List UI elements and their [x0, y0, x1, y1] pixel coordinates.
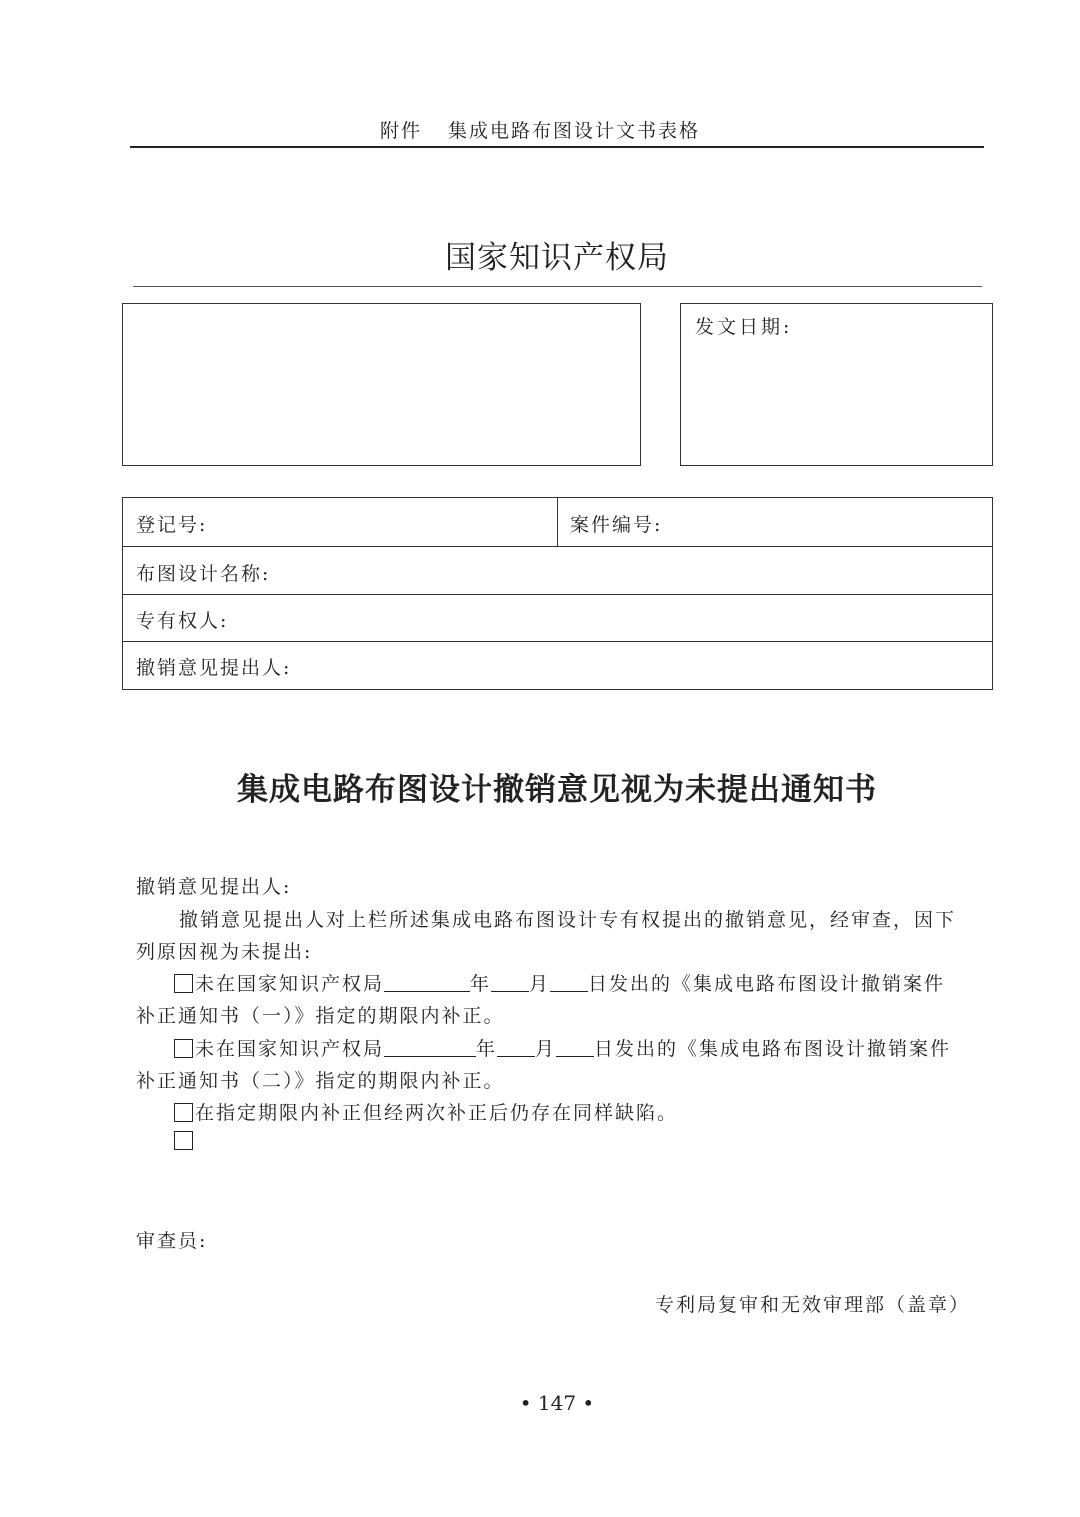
header-annex-label: 附件 [379, 120, 422, 142]
office-name: 国家知识产权局 [445, 240, 669, 276]
option-4 [174, 1130, 195, 1152]
year-blank[interactable] [384, 1038, 476, 1057]
row-divider [123, 594, 992, 595]
option-1-line-2: 补正通知书（一）》指定的期限内补正。 [136, 1005, 505, 1027]
running-header [0, 116, 1080, 143]
examiner-label: 审查员: [136, 1230, 208, 1252]
option-3-text: 在指定期限内补正但经两次补正后仍存在同样缺陷。 [195, 1102, 679, 1124]
row-divider [123, 546, 992, 547]
intro-line-2: 列原因视为未提出: [136, 941, 313, 963]
owner-label: 专有权人: [136, 610, 229, 632]
year-blank[interactable] [384, 973, 470, 992]
option-1-checkbox[interactable] [174, 974, 193, 993]
notice-title: 集成电路布图设计撤销意见视为未提出通知书 [237, 772, 877, 808]
addressee-label: 撤销意见提出人: [136, 876, 292, 898]
header-title: 集成电路布图设计文书表格 [448, 120, 701, 142]
day-blank[interactable] [550, 973, 588, 992]
issue-date-label: 发文日期: [695, 316, 793, 338]
info-table [122, 497, 993, 690]
row-divider [123, 641, 992, 642]
address-box [122, 303, 641, 466]
office-rule [133, 286, 982, 287]
option-2-suffix: 日发出的《集成电路布图设计撤销案件 [594, 1038, 952, 1060]
case-no-label: 案件编号: [570, 514, 663, 536]
option-4-checkbox[interactable] [174, 1131, 193, 1150]
month-blank[interactable] [491, 973, 529, 992]
option-2 [174, 1034, 951, 1061]
header-rule [130, 146, 984, 148]
option-2-checkbox[interactable] [174, 1039, 193, 1058]
month-label: 月 [529, 973, 551, 995]
option-1-prefix: 未在国家知识产权局 [195, 973, 385, 995]
registration-no-label: 登记号: [136, 514, 208, 536]
intro-line-1: 撤销意见提出人对上栏所述集成电路布图设计专有权提出的撤销意见，经审查，因下 [179, 909, 957, 931]
page-number: • 147 • [519, 1391, 595, 1415]
year-label: 年 [470, 973, 492, 995]
year-label: 年 [476, 1038, 498, 1060]
month-label: 月 [535, 1038, 557, 1060]
option-2-prefix: 未在国家知识产权局 [195, 1038, 385, 1060]
issue-date-box [680, 303, 993, 466]
month-blank[interactable] [497, 1038, 535, 1057]
column-divider [557, 498, 558, 546]
option-3-checkbox[interactable] [174, 1103, 193, 1122]
option-3 [174, 1098, 678, 1125]
revocation-requester-label: 撤销意见提出人: [136, 657, 292, 679]
day-blank[interactable] [556, 1038, 594, 1057]
design-name-label: 布图设计名称: [136, 563, 271, 585]
option-2-line-2: 补正通知书（二）》指定的期限内补正。 [136, 1070, 505, 1092]
department-stamp: 专利局复审和无效审理部（盖章） [655, 1294, 971, 1316]
option-1 [174, 969, 945, 996]
option-1-suffix: 日发出的《集成电路布图设计撤销案件 [588, 973, 946, 995]
